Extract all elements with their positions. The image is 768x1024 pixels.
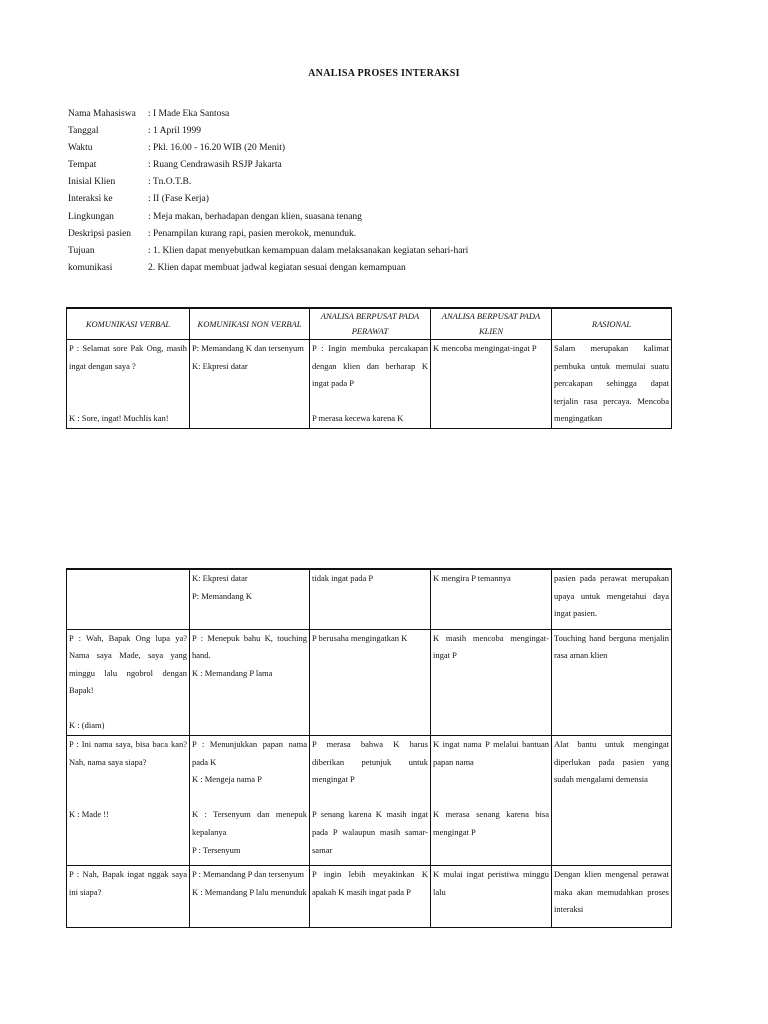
cell-text: P : Tersenyum xyxy=(192,844,241,855)
info-label: Tempat xyxy=(68,160,97,171)
info-value: : 1. Klien dapat menyebutkan kemampuan dalam melaksanakan kegiatan sehari-hari xyxy=(148,245,469,256)
cell-analisa-klien xyxy=(431,736,552,866)
cell-text: K ingat nama P melalui bantuan papan nama xyxy=(433,739,549,767)
cell-rasional xyxy=(552,866,672,928)
header-verbal: KOMUNIKASI VERBAL xyxy=(67,308,190,340)
cell-analisa-perawat xyxy=(310,629,431,736)
info-value: : Pkl. 16.00 - 16.20 WIB (20 Menit) xyxy=(148,143,286,154)
header-rasional: RASIONAL xyxy=(552,308,672,340)
table-row xyxy=(67,340,672,429)
cell-text: K: Ekpresi datar xyxy=(192,360,248,371)
cell-text: K mulai ingat peristiwa minggu lalu xyxy=(433,869,549,897)
cell-text: P senang karena K masih ingat pada P walaupun masih samar-samar xyxy=(312,809,428,855)
interaction-table-part-1 xyxy=(66,307,672,429)
cell-analisa-klien xyxy=(431,629,552,736)
cell-verbal xyxy=(67,866,190,928)
info-label: Waktu xyxy=(68,143,93,154)
document-title: ANALISA PROSES INTERAKSI xyxy=(308,68,460,79)
info-label: Tanggal xyxy=(68,126,99,137)
cell-text: Dengan klien mengenal perawat maka akan memudahkan proses interaksi xyxy=(554,869,669,915)
table-row xyxy=(67,569,672,629)
cell-text: K : Tersenyum dan menepuk kepalanya xyxy=(192,809,307,838)
cell-text: Salam merupakan kalimat pembuka untuk memulai suatu percakapan sehingga dapat terjalin rasa percaya. Mencoba mengingatkan xyxy=(554,343,669,424)
info-label: Inisial Klien xyxy=(68,177,116,188)
info-value: 2. Klien dapat membuat jadwal kegiatan sesuai dengan kemampuan xyxy=(148,262,406,273)
cell-text: P: Memandang K dan tersenyum xyxy=(192,343,304,353)
cell-analisa-perawat xyxy=(310,569,431,629)
cell-nonverbal xyxy=(190,629,310,736)
cell-text: P : Menepuk bahu K, touching hand. xyxy=(192,632,307,661)
info-value: : II (Fase Kerja) xyxy=(148,194,209,205)
cell-text: P : Wah, Bapak Ong lupa ya? Nama saya Made, saya yang minggu lalu ngobrol dengan Bapak! xyxy=(69,632,187,696)
info-label: Nama Mahasiswa xyxy=(68,109,136,119)
interaction-table-part-2 xyxy=(66,568,672,928)
cell-text: K masih mencoba mengingat-ingat P xyxy=(433,632,549,661)
cell-text: K mencoba mengingat-ingat P xyxy=(433,343,537,353)
cell-nonverbal xyxy=(190,736,310,866)
cell-verbal xyxy=(67,569,190,629)
cell-text: P merasa bahwa K harus diberikan petunjuk untuk mengingat P xyxy=(312,739,428,785)
cell-text: K : (diam) xyxy=(69,720,105,731)
cell-text xyxy=(69,393,187,411)
info-value: : Ruang Cendrawasih RSJP Jakarta xyxy=(148,160,282,171)
cell-text xyxy=(69,375,187,393)
cell-text: pasien pada perawat merupakan upaya untuk mengetahui daya ingat pasien. xyxy=(554,573,669,619)
cell-text: P : Ingin membuka percakapan dengan klien dan berharap K ingat pada P xyxy=(312,343,428,389)
cell-text: Alat bantu untuk mengingat diperlukan pada pasien yang sudah mengalami demensia xyxy=(554,739,669,785)
cell-text xyxy=(433,789,549,807)
cell-analisa-klien xyxy=(431,866,552,928)
cell-text: K : Made !! xyxy=(69,809,109,820)
cell-text: K merasa senang karena bisa mengingat P xyxy=(433,809,549,838)
info-label: komunikasi xyxy=(68,262,113,273)
cell-text: P: Memandang K xyxy=(192,590,252,601)
cell-text: K : Memandang P lama xyxy=(192,667,273,678)
cell-text xyxy=(312,789,428,807)
cell-analisa-perawat xyxy=(310,736,431,866)
info-label: Lingkungan xyxy=(68,211,114,222)
cell-text: P : Memandang P dan tersenyum xyxy=(192,869,304,880)
cell-text: P berusaha mengingatkan K xyxy=(312,632,408,643)
cell-text xyxy=(312,393,428,411)
cell-rasional xyxy=(552,736,672,866)
cell-text: P ingin lebih meyakinkan K apakah K masih ingat pada P xyxy=(312,869,428,897)
table-row xyxy=(67,866,672,928)
info-label: Interaksi ke xyxy=(68,194,113,205)
cell-text: P : Ini nama saya, bisa baca kan? Nah, nama saya siapa? xyxy=(69,739,187,767)
cell-text: K: Ekpresi datar xyxy=(192,573,248,583)
cell-rasional xyxy=(552,629,672,736)
info-value: : Penampilan kurang rapi, pasien merokok, menunduk. xyxy=(148,228,357,239)
cell-rasional xyxy=(552,569,672,629)
cell-text: P : Menunjukkan papan nama pada K xyxy=(192,739,307,767)
cell-text xyxy=(69,700,187,718)
cell-text: P : Nah, Bapak ingat nggak saya ini siapa? xyxy=(69,869,187,897)
cell-text: P merasa kecewa karena K xyxy=(312,413,404,424)
cell-analisa-klien xyxy=(431,569,552,629)
info-value: : Tn.O.T.B. xyxy=(148,177,192,188)
info-value: : Meja makan, berhadapan dengan klien, suasana tenang xyxy=(148,211,362,222)
cell-verbal xyxy=(67,736,190,866)
header-analisa-perawat: ANALISA BERPUSAT PADA PERAWAT xyxy=(310,308,431,340)
info-label: Deskripsi pasien xyxy=(68,228,132,239)
info-value: : 1 April 1999 xyxy=(148,126,202,137)
cell-verbal xyxy=(67,340,190,429)
cell-verbal xyxy=(67,629,190,736)
cell-text: K mengira P temannya xyxy=(433,573,511,583)
cell-nonverbal xyxy=(190,340,310,429)
cell-text: K : Memandang P lalu menunduk xyxy=(192,886,307,897)
cell-text xyxy=(69,570,187,588)
cell-text xyxy=(192,789,307,807)
cell-analisa-perawat xyxy=(310,866,431,928)
cell-text xyxy=(69,771,187,789)
cell-analisa-perawat xyxy=(310,340,431,429)
table-row xyxy=(67,736,672,866)
cell-text: K : Sore, ingat! Muchlis kan! xyxy=(69,413,169,424)
cell-text: K : Mengeja nama P xyxy=(192,774,262,785)
cell-text: tidak ingat pada P xyxy=(312,573,374,583)
info-label: Tujuan xyxy=(68,245,95,256)
table-row xyxy=(67,629,672,736)
cell-analisa-klien xyxy=(431,340,552,429)
info-value: : I Made Eka Santosa xyxy=(148,109,230,119)
header-analisa-klien: ANALISA BERPUSAT PADA KLIEN xyxy=(431,308,552,340)
cell-text xyxy=(433,771,549,789)
cell-text: P : Selamat sore Pak Ong, masih ingat dengan saya ? xyxy=(69,343,187,371)
cell-rasional xyxy=(552,340,672,429)
cell-text: Touching hand berguna menjalin rasa aman klien xyxy=(554,632,669,661)
header-nonverbal: KOMUNIKASI NON VERBAL xyxy=(190,308,310,340)
cell-nonverbal xyxy=(190,866,310,928)
cell-nonverbal xyxy=(190,569,310,629)
cell-text xyxy=(69,789,187,807)
